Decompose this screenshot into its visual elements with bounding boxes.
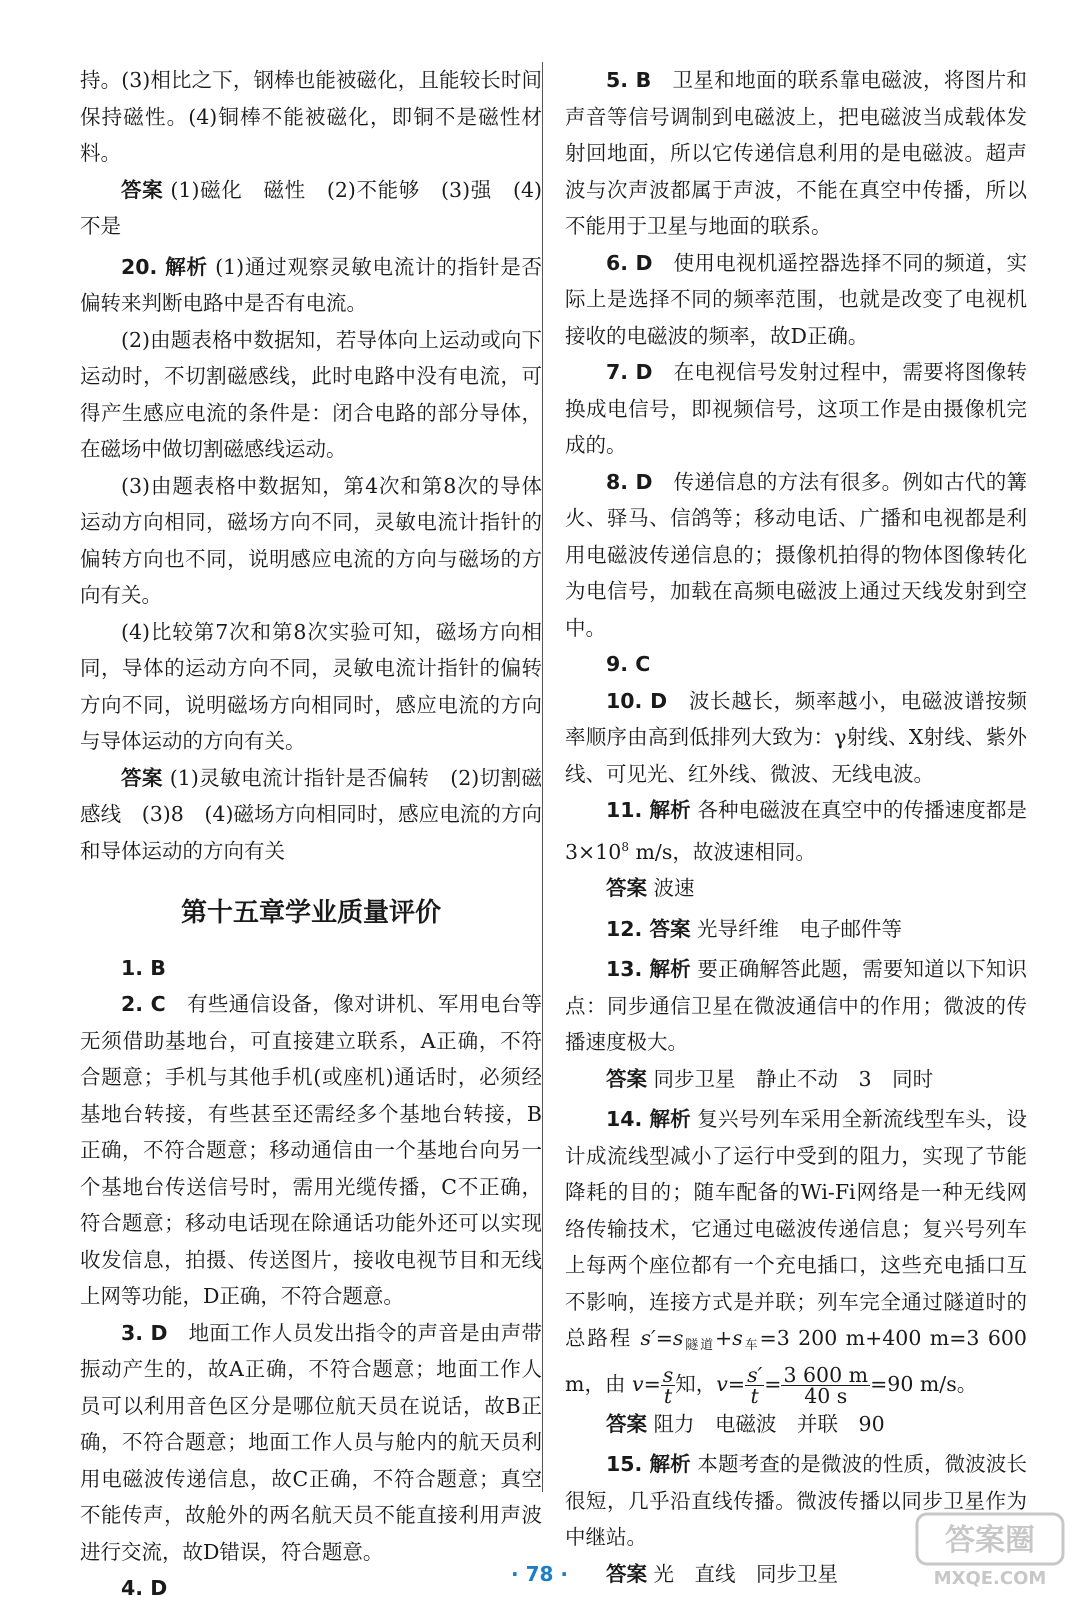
- answer-11: 答案 波速: [606, 876, 695, 900]
- right-column: [565, 62, 1027, 1596]
- continued-text: 持。(3)相比之下，钢棒也能被磁化，且能较长时间保持磁性。(4)铜棒不能被磁化，即铜不是磁性材料。: [80, 68, 542, 165]
- q20-paragraph-3: (3)由题表格中数据知，第4次和第8次的导体运动方向相同，磁场方向不同，灵敏电流计指针的偏转方向也不同，说明感应电流的方向与磁场的方向有关。: [80, 473, 542, 607]
- fraction-s-over-t: $\frac{s}{t}$: [662, 1362, 674, 1408]
- answer-15: 答案 光 直线 同步卫星: [606, 1561, 839, 1586]
- question-3: 3. D 地面工作人员发出指令的声音是由声带振动产生的，故A正确，不符合题意；地面工作人员可以利用音色区分是哪位航天员在说话，故B正确，不符合题意；地面工作人员与舱内的航天员利用电磁波传递信息，故C正确，不符合题意；真空不能传声，故舱外的两名航天员不能直接利用声波进行交流，故D错误，符合题意。: [80, 1320, 542, 1564]
- answer-20: 答案 (1)灵敏电流计指针是否偏转 (2)切割磁感线 (3)8 (4)磁场方向相同时，感应电流的方向和导体运动的方向有关: [80, 765, 543, 863]
- answer-13: 答案 同步卫星 静止不动 3 同时: [606, 1066, 934, 1091]
- question-14: 14. 解析 复兴号列车采用全新流线型车头，设计成流线型减小了运行中受到的阻力，实现了节能降耗的目的；随车配备的Wi-Fi网络是一种无线网络传输技术，它通过电磁波传递信息；复兴号列车上每两个座位都有一个充电插口，这些充电插口互不影响，连接方式是并联；列车完全通过隧道时的总路程 $s'=s_{隧道}+s_车=3$ 200 m+400 m=3 600 m，由 v= $\frac{s}{t}$ 知，v= $\frac{s'}{t}$ = $\frac{3 600 m}{40 s}$ =90 m/s。: [565, 1107, 1027, 1408]
- question-11: 11. 解析 各种电磁波在真空中的传播速度都是 $3\times 10^8$ m/s，故波速相同。: [565, 798, 1027, 864]
- question-12: 12. 答案 光导纤维 电子邮件等: [606, 916, 902, 941]
- question-4: 4. D: [121, 1576, 168, 1600]
- q20-paragraph-2: (2)由题表格中数据知，若导体向上运动或向下运动时，不切割磁感线，此时电路中没有电流，可得产生感应电流的条件是：闭合电路的部分导体，在磁场中做切割磁感线运动。: [80, 327, 542, 461]
- question-10: 10. D 波长越长，频率越小，电磁波谱按频率顺序由高到低排列大致为：γ射线、X射线、紫外线、可见光、红外线、微波、无线电波。: [565, 688, 1027, 786]
- question-9: 9. C: [606, 652, 651, 676]
- watermark-top-text: 答案圈: [945, 1523, 1035, 1558]
- left-column: [80, 62, 542, 1607]
- question-20-analysis: 20. 解析 (1)通过观察灵敏电流计的指针是否偏转来判断电路中是否有电流。: [80, 254, 542, 315]
- section-title: 第十五章学业质量评价: [180, 898, 441, 928]
- question-15: 15. 解析 本题考查的是微波的性质，微波波长很短，几乎沿直线传播。微波传播以同步卫星作为中继站。: [565, 1452, 1027, 1549]
- question-13: 13. 解析 要正确解答此题，需要知道以下知识点：同步通信卫星在微波通信中的作用；微波的传播速度极大。: [565, 957, 1027, 1054]
- page-number: · 78 ·: [511, 1562, 568, 1586]
- answer-19: 答案 (1)磁化 磁性 (2)不能够 (3)强 (4)不是: [80, 177, 543, 238]
- q20-paragraph-4: (4)比较第7次和第8次实验可知，磁场方向相同，导体的运动方向不同，灵敏电流计指针的偏转方向不同，说明磁场方向相同时，感应电流的方向与导体运动的方向有关。: [80, 619, 542, 753]
- question-2: 2. C 有些通信设备，像对讲机、军用电台等无须借助基地台，可直接建立联系，A正确，不符合题意；手机与其他手机(或座机)通话时，必须经基地台转接，有些甚至还需经多个基地台转接，B正确，不符合题意；移动通信由一个基地台向另一个基地台传送信号时，需用光缆传播，C不正确，符合题意；移动电话现在除通话功能外还可以实现收发信息，拍摄、传送图片，接收电视节目和无线上网等功能，D正确，不符合题意。: [80, 992, 543, 1308]
- question-1: 1. B: [121, 955, 166, 980]
- answer-14: 答案 阻力 电磁波 并联 90: [606, 1411, 885, 1436]
- fraction-values: $\frac{3 600 m}{40 s}$: [783, 1362, 869, 1408]
- column-divider: [542, 62, 543, 1492]
- question-6: 6. D 使用电视机遥控器选择不同的频道，实际上是选择不同的频率范围，也就是改变了电视机接收的电磁波的频率，故D正确。: [565, 250, 1027, 348]
- question-7: 7. D 在电视信号发射过程中，需要将图像转换成电信号，即视频信号，这项工作是由摄像机完成的。: [565, 360, 1027, 457]
- watermark-logo: [915, 1512, 1065, 1590]
- question-8: 8. D 传递信息的方法有很多。例如古代的篝火、驿马、信鸽等；移动电话、广播和电视都是利用电磁波传递信息的；摄像机拍得的物体图像转化为电信号，加载在高频电磁波上通过天线发射到空中。: [565, 469, 1027, 640]
- fraction-sprime-over-t: $\frac{s'}{t}$: [747, 1362, 763, 1408]
- watermark-bottom-text: MXQE.COM: [933, 1568, 1047, 1589]
- question-5: 5. B 卫星和地面的联系靠电磁波，将图片和声音等信号调制到电磁波上，把电磁波当成载体发射回地面，所以它传递信息利用的是电磁波。超声波与次声波都属于声波，不能在真空中传播，所以不能用于卫星与地面的联系。: [565, 68, 1028, 238]
